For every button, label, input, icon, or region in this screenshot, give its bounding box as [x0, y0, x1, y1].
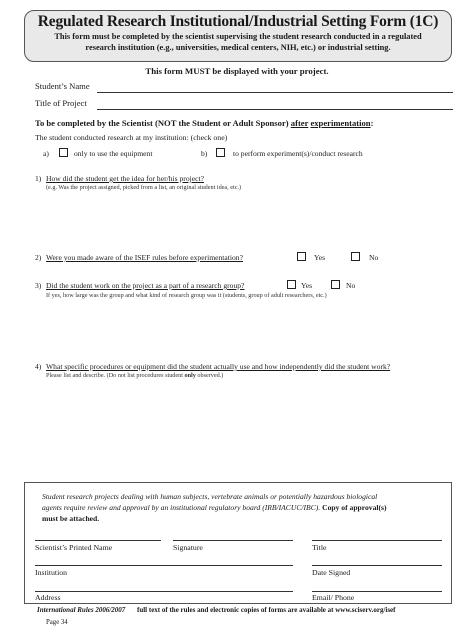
q3-number: 3): [35, 281, 42, 290]
check-one-text: The student conducted research at my institution: (check one): [35, 133, 228, 142]
page-number: Page 34: [46, 619, 68, 626]
q1-text: How did the student get the idea for her/his project?: [46, 174, 204, 183]
signature-label: Signature: [173, 543, 203, 552]
instruction-experimentation: experimentation: [310, 118, 371, 128]
q3-no-label: No: [346, 281, 356, 290]
q4-number: 4): [35, 362, 42, 371]
approval-note-line1: Student research projects dealing with human subjects, vertebrate animals or potentially hazardous biological: [42, 492, 378, 501]
completion-instruction: [35, 118, 373, 128]
q2-text: Were you made aware of the ISEF rules before experimentation?: [46, 253, 243, 262]
q1-hint: (e.g. Was the project assigned, picked from a list, an original student idea, etc.): [46, 184, 242, 191]
q4-hint-part1: Please list and describe. (Do not list procedures student: [46, 372, 185, 379]
q4-hint-bold: only: [184, 372, 196, 379]
form-header: [24, 10, 452, 62]
form-title: Regulated Research Institutional/Industrial Setting Form (1C): [37, 13, 439, 30]
option-a-letter: a): [43, 149, 49, 158]
email-phone-label: Email/ Phone: [312, 593, 355, 602]
approval-note-line3: must be attached.: [42, 514, 100, 523]
form-subtitle-line2: research institution (e.g., universities, medical centers, NIH, etc.) or industrial setting.: [85, 43, 391, 52]
approval-note-bold: Copy of approval(s): [320, 503, 387, 512]
footer-text: full text of the rules and electronic copies of forms are available at www.sciserv.org/isef: [137, 606, 396, 614]
q2-no-label: No: [369, 253, 379, 262]
q2-yes-checkbox[interactable]: [297, 252, 306, 261]
date-signed-field[interactable]: [312, 565, 442, 566]
option-a-checkbox[interactable]: [59, 148, 68, 157]
title-field[interactable]: [312, 540, 442, 541]
q3-text: Did the student work on the project as a part of a research group?: [46, 281, 245, 290]
instruction-part1: To be completed by the Scientist (NOT the Student or Adult Sponsor): [35, 118, 289, 128]
signature-field[interactable]: [173, 540, 293, 541]
approval-note-line2: [42, 502, 387, 513]
printed-name-field[interactable]: [35, 540, 161, 541]
q4-hint-part2: observed.): [195, 372, 224, 379]
student-name-label: Student’s Name: [35, 81, 90, 91]
address-field[interactable]: [35, 591, 293, 592]
title-label: Title: [312, 543, 327, 552]
form-subtitle-line1: This form must be completed by the scientist supervising the student research conducted in a regulated: [54, 32, 422, 41]
display-notice: This form MUST be displayed with your project.: [145, 66, 329, 76]
option-b-checkbox[interactable]: [216, 148, 225, 157]
instruction-after: after: [290, 118, 309, 128]
q4-hint: [46, 372, 223, 379]
footer-rules: International Rules 2006/2007: [37, 606, 126, 614]
student-name-field[interactable]: [97, 92, 453, 93]
q2-number: 2): [35, 253, 42, 262]
q3-no-checkbox[interactable]: [331, 280, 340, 289]
q3-yes-checkbox[interactable]: [287, 280, 296, 289]
project-title-label: Title of Project: [35, 98, 87, 108]
instruction-colon: :: [370, 118, 374, 128]
approval-note-italic: agents require review and approval by an institutional regulatory board (IRB/IACUC/IBC).: [42, 503, 321, 512]
project-title-field[interactable]: [97, 109, 453, 110]
option-b-letter: b): [201, 149, 208, 158]
date-signed-label: Date Signed: [312, 568, 351, 577]
q3-hint: If yes, how large was the group and what kind of research group was it (students, group of adult researchers, etc.): [46, 292, 327, 299]
option-a-label: only to use the equipment: [74, 149, 153, 158]
institution-field[interactable]: [35, 565, 293, 566]
printed-name-label: Scientist’s Printed Name: [35, 543, 113, 552]
q2-yes-label: Yes: [314, 253, 326, 262]
q3-yes-label: Yes: [301, 281, 313, 290]
q1-number: 1): [35, 174, 42, 183]
email-phone-field[interactable]: [312, 591, 442, 592]
q2-no-checkbox[interactable]: [351, 252, 360, 261]
q4-text: What specific procedures or equipment did the student actually use and how independently did the student work?: [46, 362, 391, 371]
institution-label: Institution: [35, 568, 68, 577]
address-label: Address: [35, 593, 61, 602]
option-b-label: to perform experiment(s)/conduct research: [233, 149, 363, 158]
